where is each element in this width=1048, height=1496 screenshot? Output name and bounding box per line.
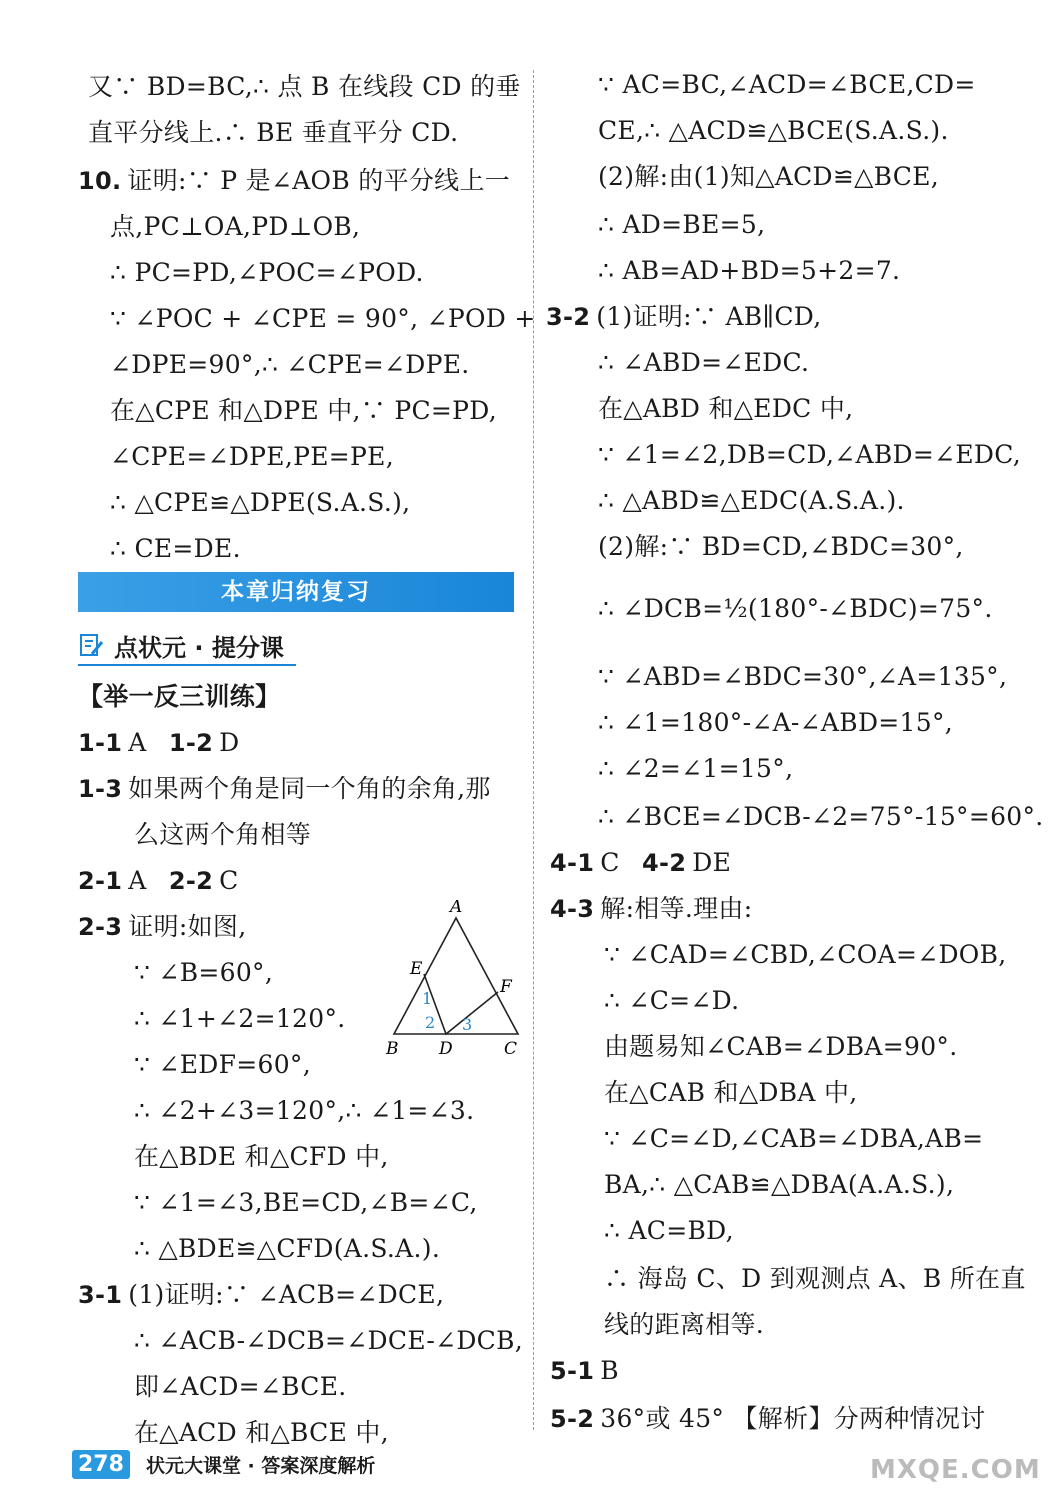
line-text: ∴ AC=BD, [604,1216,734,1245]
line-text: ∴ △ABD≌△EDC(A.S.A.). [598,486,905,515]
angle-2-label: 2 [425,1013,436,1032]
line-text: 解:相等.理由: [600,894,753,923]
text-line [550,1402,985,1436]
problem-number: 2-2 [168,867,214,895]
watermark: MXQE.COM [870,1455,1041,1485]
angle-1-label: 1 [422,989,433,1008]
text-line [598,208,765,242]
text-line [604,1308,764,1342]
column-divider [533,70,534,1430]
line-text: A [128,728,155,757]
subheading-underline [78,664,296,666]
subheading [78,626,284,664]
line-text: ∴ △CPE≌△DPE(S.A.S.), [110,488,411,517]
text-line [110,256,424,290]
line-text: 线的距离相等. [604,1310,765,1339]
line-text: 么这两个角相等 [134,820,312,849]
line-text: ∵ ∠POC + ∠CPE = 90°, ∠POD + [110,304,536,333]
problem-number: 1-3 [78,775,123,803]
footer-title: 状元大课堂 · 答案深度解析 [145,1454,376,1477]
line-text: 在△CAB 和△DBA 中, [604,1078,858,1107]
line-text: ∴ CE=DE. [110,534,241,563]
text-line [598,800,1044,834]
text-line [88,116,458,150]
label-e: E [410,959,423,979]
text-line [604,1168,954,1202]
text-line [78,1278,444,1312]
text-line [78,680,280,714]
label-f: F [500,977,512,997]
line-text: 【举一反三训练】 [78,682,281,711]
line-text: ∵ AC=BC,∠ACD=∠BCE,CD= [598,70,976,99]
problem-number: 3-1 [78,1281,123,1309]
text-line [78,726,240,760]
line-text: ∴ ∠2+∠3=120°,∴ ∠1=∠3. [134,1096,475,1125]
line-text: ∴ ∠2=∠1=15°, [598,754,794,783]
text-line [110,486,410,520]
page-number: 278 [72,1450,130,1479]
problem-number: 5-2 [550,1405,595,1433]
problem-number: 1-1 [78,729,123,757]
line-text: ∴ AB=AD+BD=5+2=7. [598,256,901,285]
text-line [598,392,853,426]
text-line [598,160,939,194]
line-text: (1)证明:∵ AB∥CD, [596,302,822,331]
line-text: 在△ABD 和△EDC 中, [598,394,854,423]
text-line [550,892,752,926]
text-line [604,938,1007,972]
line-text: ∵ ∠ABD=∠BDC=30°,∠A=135°, [598,662,1008,691]
text-line [598,530,964,564]
line-text: 证明:如图, [128,912,247,941]
text-line [110,210,360,244]
label-d: D [439,1039,453,1059]
text-line [134,1094,474,1128]
text-line [110,348,470,382]
text-line [134,956,273,990]
line-text: ∠CPE=∠DPE,PE=PE, [110,442,394,471]
line-text: ∵ ∠1=∠3,BE=CD,∠B=∠C, [134,1188,478,1217]
text-line [598,660,1007,694]
text-line [110,302,536,336]
label-b: B [386,1039,399,1059]
problem-number: 2-1 [78,867,123,895]
line-text: ∴ 海岛 C、D 到观测点 A、B 所在直 [604,1264,1026,1293]
line-text: ∴ ∠C=∠D. [604,986,740,1015]
text-line [604,1030,957,1064]
text-line [78,864,239,898]
text-line [598,438,1021,472]
text-line [598,592,993,626]
text-line [110,394,497,428]
text-line [598,752,793,786]
line-text: C [219,866,239,895]
text-line [134,1186,478,1220]
text-line [78,772,491,806]
section-banner: 本章归纳复习 [78,572,514,612]
text-line [604,1122,983,1156]
line-text: 即∠ACD=∠BCE. [134,1372,347,1401]
line-text: A [128,866,155,895]
problem-number: 10. [78,167,122,195]
line-text: ∴ ∠BCE=∠DCB-∠2=75°-15°=60°. [598,802,1044,831]
line-text: (2)解:∵ BD=CD,∠BDC=30°, [598,532,964,561]
label-c: C [504,1039,518,1059]
subheading-text: 点状元 · 提分课 [114,633,284,662]
line-text: ∴ ∠ABD=∠EDC. [598,348,810,377]
line-text: C [600,848,628,877]
line-text: 在△CPE 和△DPE 中,∵ PC=PD, [110,396,497,425]
text-line [110,440,394,474]
text-line [134,1232,440,1266]
line-text: D [219,728,240,757]
angle-3-label: 3 [462,1015,473,1034]
text-line [78,910,246,944]
problem-number: 4-3 [550,895,595,923]
text-line [598,114,949,148]
line-text: 如果两个角是同一个角的余角,那 [128,774,491,803]
line-text: ∴ ∠ACB-∠DCB=∠DCE-∠DCB, [134,1326,524,1355]
line-text: ∴ ∠DCB=½(180°-∠BDC)=75°. [598,594,993,623]
text-line [598,706,953,740]
line-text: 由题易知∠CAB=∠DBA=90°. [604,1032,958,1061]
line-text: (2)解:由(1)知△ACD≌△BCE, [598,162,940,191]
text-line [88,70,521,104]
text-line [598,254,900,288]
text-line [134,1002,346,1036]
line-text: 证明:∵ P 是∠AOB 的平分线上一 [127,166,511,195]
line-text: ∵ ∠CAD=∠CBD,∠COA=∠DOB, [604,940,1007,969]
line-text: (1)证明:∵ ∠ACB=∠DCE, [128,1280,445,1309]
line-text: ∴ AD=BE=5, [598,210,766,239]
line-text: ∵ ∠1=∠2,DB=CD,∠ABD=∠EDC, [598,440,1022,469]
page-footer [72,1446,375,1482]
text-line [604,1076,858,1110]
line-text: ∴ PC=PD,∠POC=∠POD. [110,258,424,287]
text-line [134,1048,311,1082]
line-text: DE [692,848,732,877]
text-line [134,1370,347,1404]
line-text: ∴ △BDE≌△CFD(A.S.A.). [134,1234,441,1263]
line-text: ∴ ∠1+∠2=120°. [134,1004,346,1033]
problem-number: 5-1 [550,1357,595,1385]
line-text: 36°或 45° 【解析】分两种情况讨 [600,1404,986,1433]
text-line [550,1354,619,1388]
text-line [598,346,809,380]
label-a: A [450,900,463,917]
text-line [134,1140,389,1174]
line-text: 点,PC⊥OA,PD⊥OB, [110,212,361,241]
line-text: ∠DPE=90°,∴ ∠CPE=∠DPE. [110,350,470,379]
triangle-figure [384,900,534,1060]
line-text: ∵ ∠C=∠D,∠CAB=∠DBA,AB= [604,1124,984,1153]
text-line [134,818,311,852]
line-text: 在△BDE 和△CFD 中, [134,1142,389,1171]
text-line [110,532,241,566]
text-line [134,1416,389,1450]
problem-number: 1-2 [168,729,214,757]
text-line [598,68,976,102]
line-text: B [600,1356,619,1385]
line-text: CE,∴ △ACD≌△BCE(S.A.S.). [598,116,949,145]
text-line [604,1262,1026,1296]
text-line [134,1324,523,1358]
notebook-pen-icon [78,632,104,658]
line-text: 又∵ BD=BC,∴ 点 B 在线段 CD 的垂 [88,72,521,101]
line-text: 直平分线上.∴ BE 垂直平分 CD. [88,118,459,147]
text-line [598,484,905,518]
text-line [78,164,510,198]
text-line [550,846,731,880]
line-text: ∵ ∠EDF=60°, [134,1050,311,1079]
line-text: ∴ ∠1=180°-∠A-∠ABD=15°, [598,708,953,737]
line-text: 在△ACD 和△BCE 中, [134,1418,389,1447]
text-line [546,300,821,334]
text-line [604,984,739,1018]
problem-number: 3-2 [546,303,591,331]
problem-number: 4-2 [641,849,687,877]
problem-number: 4-1 [550,849,595,877]
line-text: BA,∴ △CAB≌△DBA(A.A.S.), [604,1170,955,1199]
text-line [604,1214,734,1248]
problem-number: 2-3 [78,913,123,941]
line-text: ∵ ∠B=60°, [134,958,274,987]
